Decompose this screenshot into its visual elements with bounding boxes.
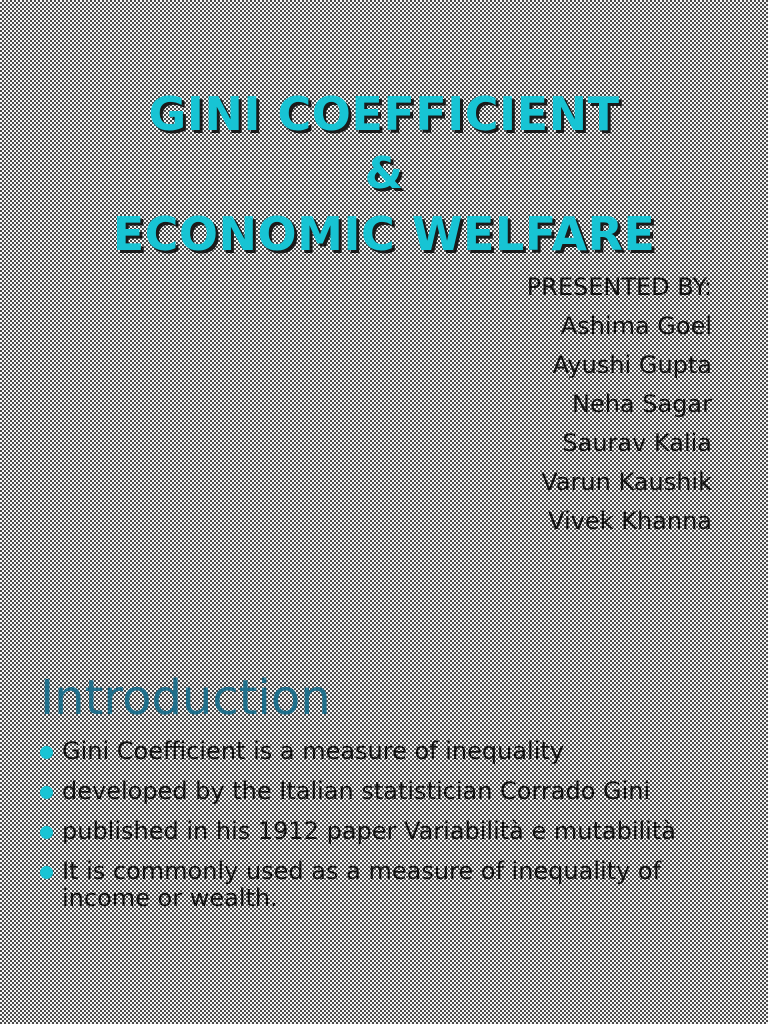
presented-by-label: PRESENTED BY: (526, 273, 712, 301)
bullet-list (38, 738, 738, 925)
title-line-ampersand: & (364, 148, 404, 199)
bullet-icon (40, 786, 53, 799)
presenter-name: Vivek Khanna (548, 507, 712, 535)
bullet-icon (40, 866, 53, 879)
slide-heading: Introduction (40, 670, 331, 726)
bullet-text: developed by the Italian statistician Corrado Gini (62, 777, 651, 805)
bullet-text: Gini Coefficient is a measure of inequality (62, 737, 565, 765)
title-line-2: ECONOMIC WELFARE (112, 207, 656, 261)
bullet-item (38, 778, 738, 805)
title-line-1: GINI COEFFICIENT (148, 87, 620, 141)
bullet-icon (40, 826, 53, 839)
presenter-name: Neha Sagar (571, 390, 712, 418)
presenter-name: Saurav Kalia (562, 429, 712, 457)
bullet-text: published in his 1912 paper Variabilità e mutabilità (62, 817, 676, 845)
introduction-slide (0, 560, 768, 1024)
presenter-list (527, 268, 712, 541)
presenter-name: Varun Kaushik (541, 468, 712, 496)
presenter-name: Ashima Goel (560, 312, 712, 340)
bullet-icon (40, 746, 53, 759)
bullet-item (38, 738, 738, 765)
presenter-name: Ayushi Gupta (552, 351, 712, 379)
bullet-item (38, 818, 738, 845)
bullet-item (38, 858, 738, 912)
bullet-text: It is commonly used as a measure of inequality of income or wealth. (62, 857, 662, 912)
